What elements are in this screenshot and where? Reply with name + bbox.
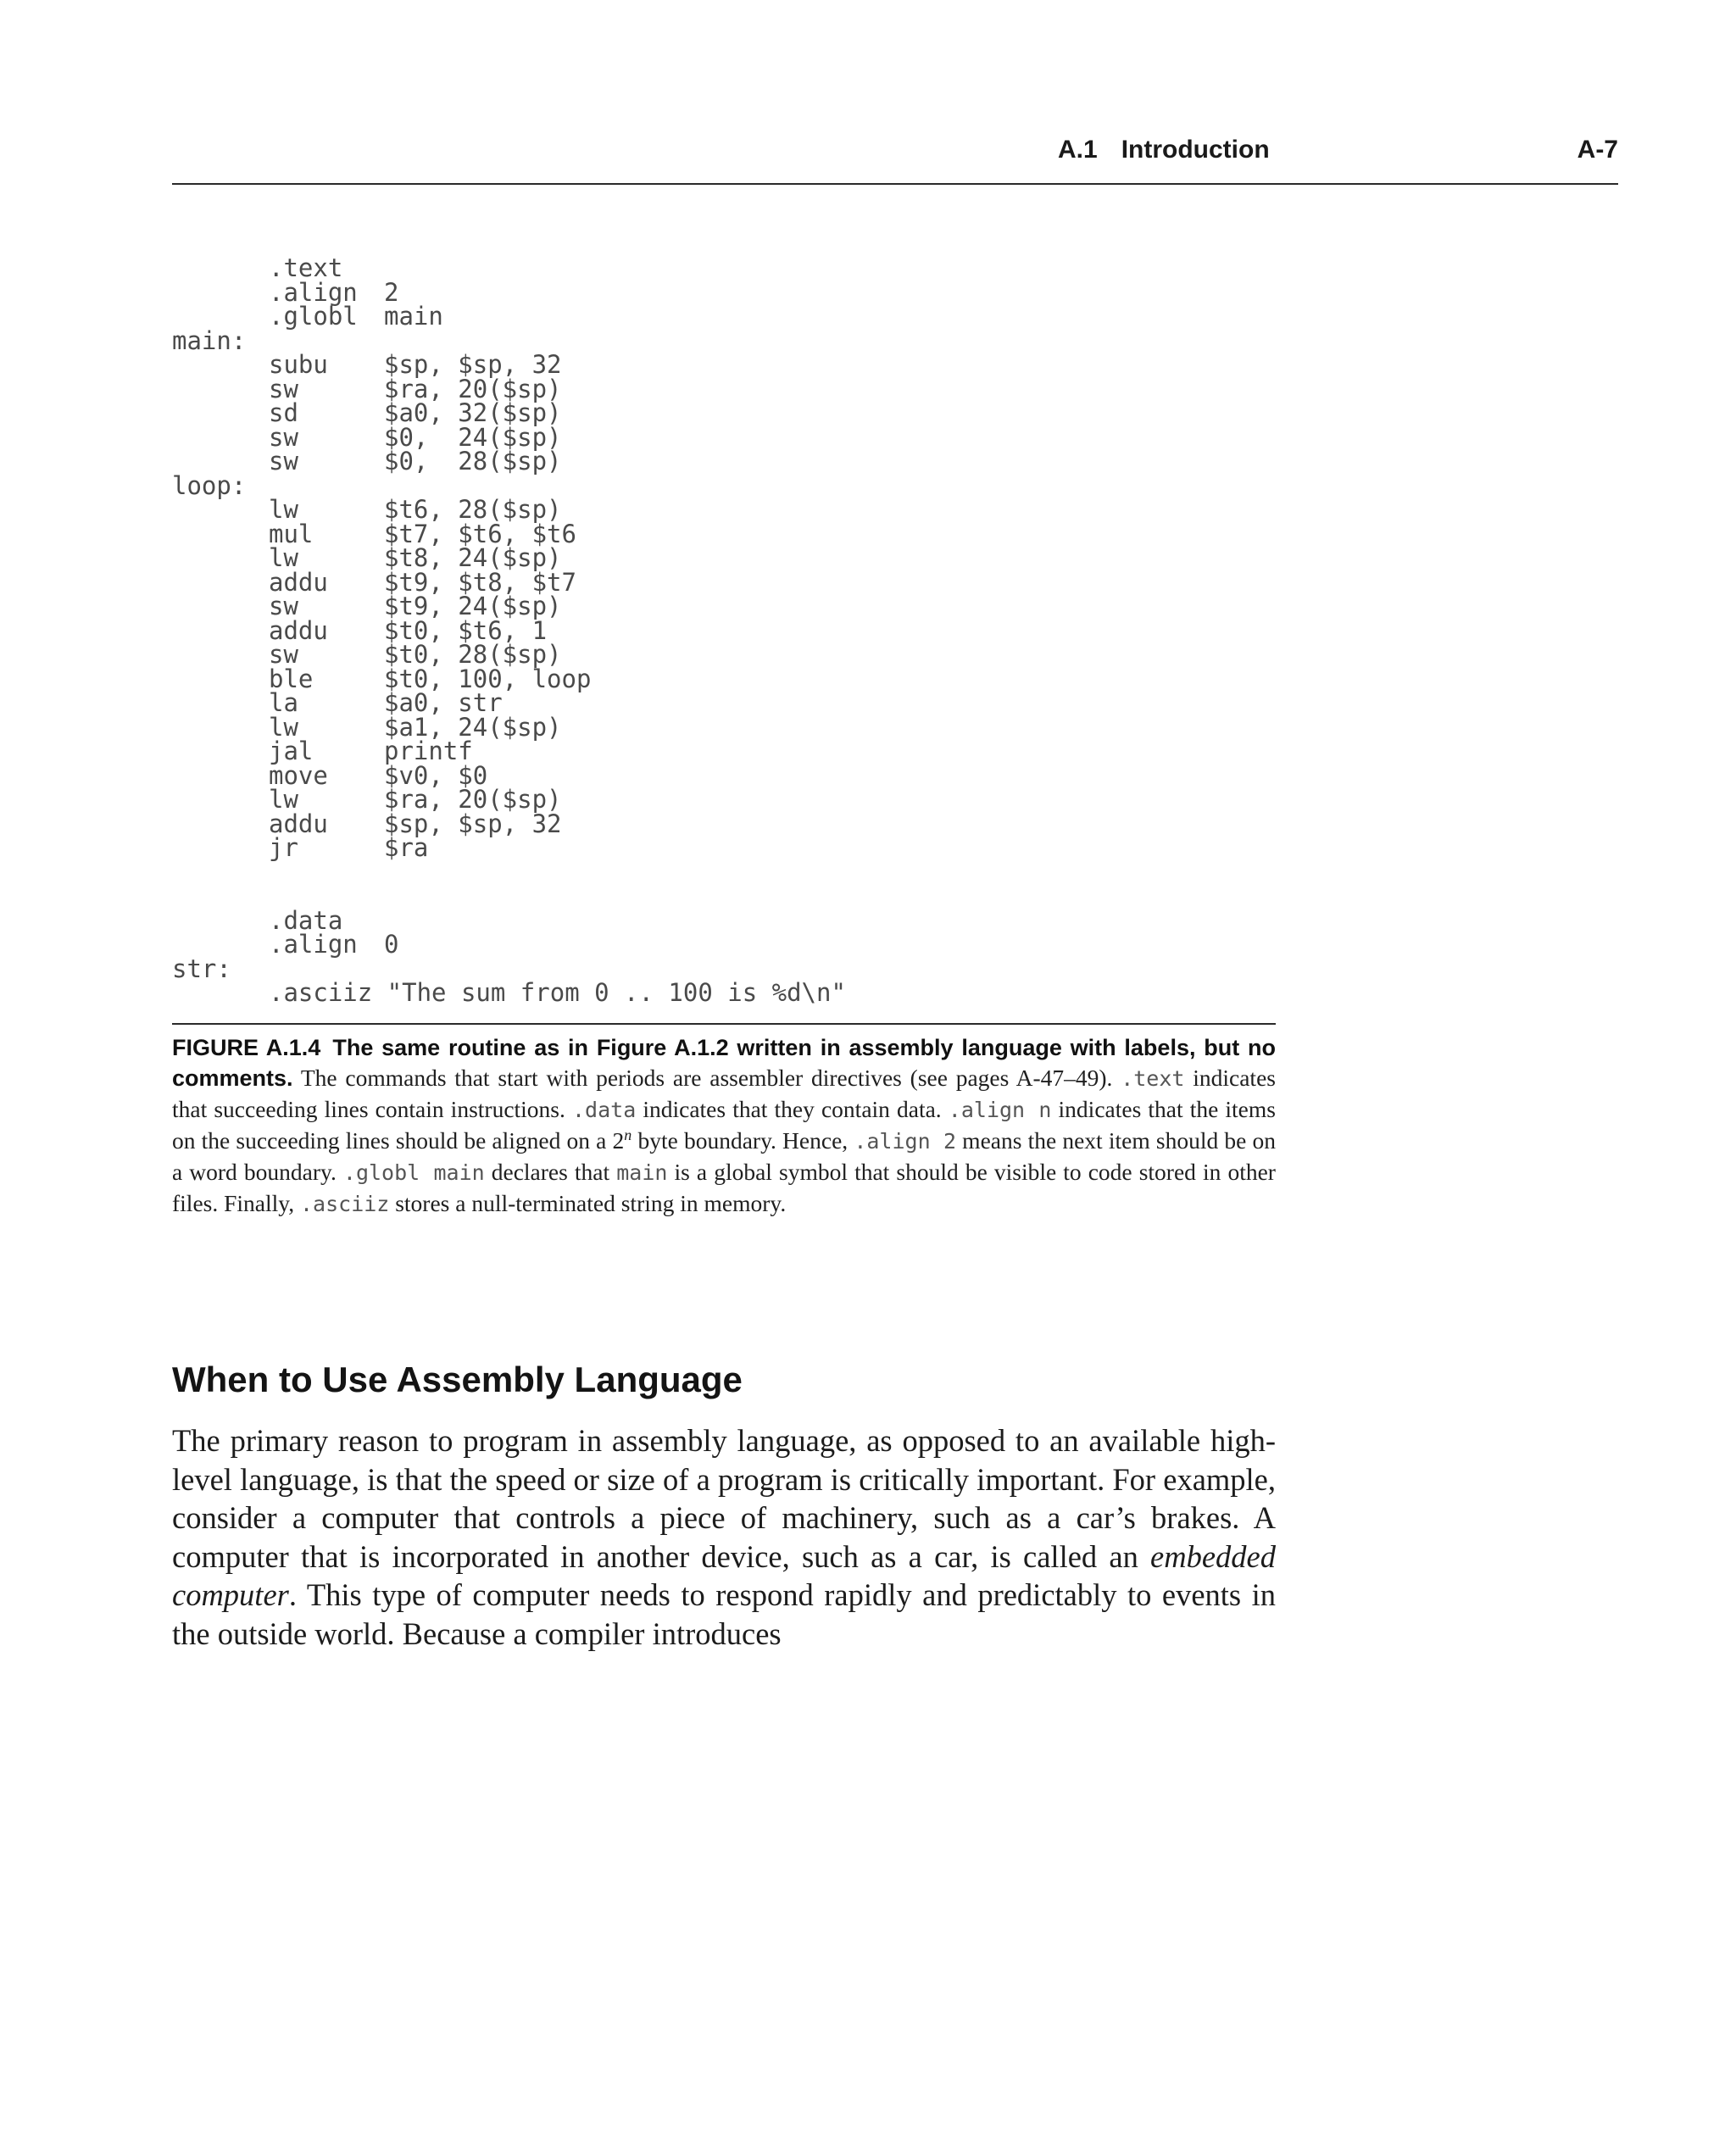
body-emphasis: embedded computer	[172, 1538, 1276, 1612]
caption-text: byte boundary. Hence,	[632, 1127, 854, 1154]
body-text: . This type of computer needs to respond rapidly and predictably to events in the outside world. Because a compiler introduces	[172, 1577, 1276, 1651]
figure-caption-rule	[172, 1023, 1276, 1025]
code-args: $t9, $t8, $t7	[384, 567, 576, 597]
code-args: $v0, $0	[384, 760, 488, 790]
code-args: $t0, $t6, 1	[384, 615, 548, 645]
header-section-title: Introduction	[1121, 136, 1270, 164]
code-op: addu	[269, 567, 328, 597]
caption-code: main	[616, 1160, 668, 1185]
caption-text: indicates that succeeding lines contain instructions.	[172, 1065, 1276, 1122]
caption-text: declares that	[484, 1159, 617, 1185]
code-op: .align	[269, 277, 358, 307]
code-args: $sp, $sp, 32	[384, 809, 562, 838]
code-label: loop:	[172, 470, 247, 500]
caption-code: .globl main	[342, 1160, 485, 1185]
code-label: str:	[172, 954, 231, 983]
running-header	[172, 127, 1618, 185]
caption-text: stores a null-terminated string in memory.	[389, 1190, 787, 1216]
code-args: $a1, 24($sp)	[384, 712, 562, 742]
code-args: $t0, 28($sp)	[384, 640, 562, 669]
code-args: $t0, 100, loop	[384, 664, 592, 693]
code-args: $t8, 24($sp)	[384, 543, 562, 572]
code-op: .asciiz "The sum from 0 .. 100 is %d\n"	[269, 978, 846, 1007]
figure-title: The same routine as in Figure A.1.2 written in assembly language with labels, but no comments.	[172, 1035, 1276, 1091]
code-args: $ra, 20($sp)	[384, 785, 562, 814]
code-op: lw	[269, 712, 298, 742]
code-op: sw	[269, 422, 298, 452]
code-args: printf	[384, 737, 473, 765]
caption-code: .data	[571, 1098, 637, 1122]
code-op: addu	[269, 615, 328, 645]
code-args: 2	[384, 277, 399, 307]
code-args: $sp, $sp, 32	[384, 350, 562, 379]
code-op: subu	[269, 350, 328, 379]
code-op: lw	[269, 495, 298, 524]
code-op: ble	[269, 664, 314, 693]
caption-text: indicates that they contain data.	[636, 1096, 949, 1122]
body-text: The primary reason to program in assembly language, as opposed to an available high-level language, is that the speed or size of a program is critically important. For example, consider a computer that controls a piece of machinery, such as a car’s brakes. A computer that is incorporated in another device, such as a car, is called an	[172, 1423, 1276, 1574]
code-args: $0, 24($sp)	[384, 422, 562, 452]
caption-text: is a global symbol that should be visible to code stored in other files. Finally,	[172, 1159, 1276, 1216]
body-paragraph	[172, 1421, 1276, 1653]
code-op: mul	[269, 519, 314, 548]
code-op: jr	[269, 833, 298, 862]
caption-code: .text	[1121, 1066, 1185, 1091]
code-op: sw	[269, 592, 298, 620]
caption-text: means the next item should be on a word boundary.	[172, 1127, 1276, 1185]
code-args: $t7, $t6, $t6	[384, 519, 576, 548]
code-op: lw	[269, 543, 298, 572]
code-op: .align	[269, 930, 358, 959]
caption-code: .align 2	[854, 1129, 957, 1154]
caption-superscript: n	[624, 1126, 632, 1143]
code-op: .globl	[269, 302, 358, 331]
code-op: .data	[269, 905, 343, 935]
caption-text: indicates that the items on the succeeding lines should be aligned on a 2	[172, 1096, 1276, 1154]
code-args: 0	[384, 930, 399, 959]
code-args: main	[384, 302, 443, 331]
code-op: sw	[269, 374, 298, 403]
code-op: sd	[269, 398, 298, 427]
code-args: $ra	[384, 833, 429, 862]
section-heading: When to Use Assembly Language	[172, 1360, 743, 1399]
caption-code: .asciiz	[299, 1192, 390, 1216]
code-label: main:	[172, 325, 247, 355]
header-section	[1058, 136, 1270, 164]
code-op: sw	[269, 447, 298, 475]
code-op: la	[269, 688, 298, 717]
code-args: $t9, 24($sp)	[384, 592, 562, 620]
code-op: lw	[269, 785, 298, 814]
code-op: move	[269, 760, 328, 790]
figure-label: FIGURE A.1.4	[172, 1035, 321, 1060]
code-args: $a0, str	[384, 688, 503, 717]
code-args: $0, 28($sp)	[384, 447, 562, 475]
header-section-number: A.1	[1058, 136, 1098, 164]
code-args: $a0, 32($sp)	[384, 398, 562, 427]
code-op: jal	[269, 737, 314, 765]
caption-text: The commands that start with periods are assembler directives (see pages A-47–49).	[292, 1065, 1121, 1091]
caption-code: .align n	[948, 1098, 1052, 1122]
code-op: addu	[269, 809, 328, 838]
code-args: $t6, 28($sp)	[384, 495, 562, 524]
code-op: .text	[269, 253, 343, 282]
page-number: A-7	[1577, 136, 1618, 164]
code-args: $ra, 20($sp)	[384, 374, 562, 403]
code-op: sw	[269, 640, 298, 669]
figure-caption	[172, 1032, 1276, 1220]
